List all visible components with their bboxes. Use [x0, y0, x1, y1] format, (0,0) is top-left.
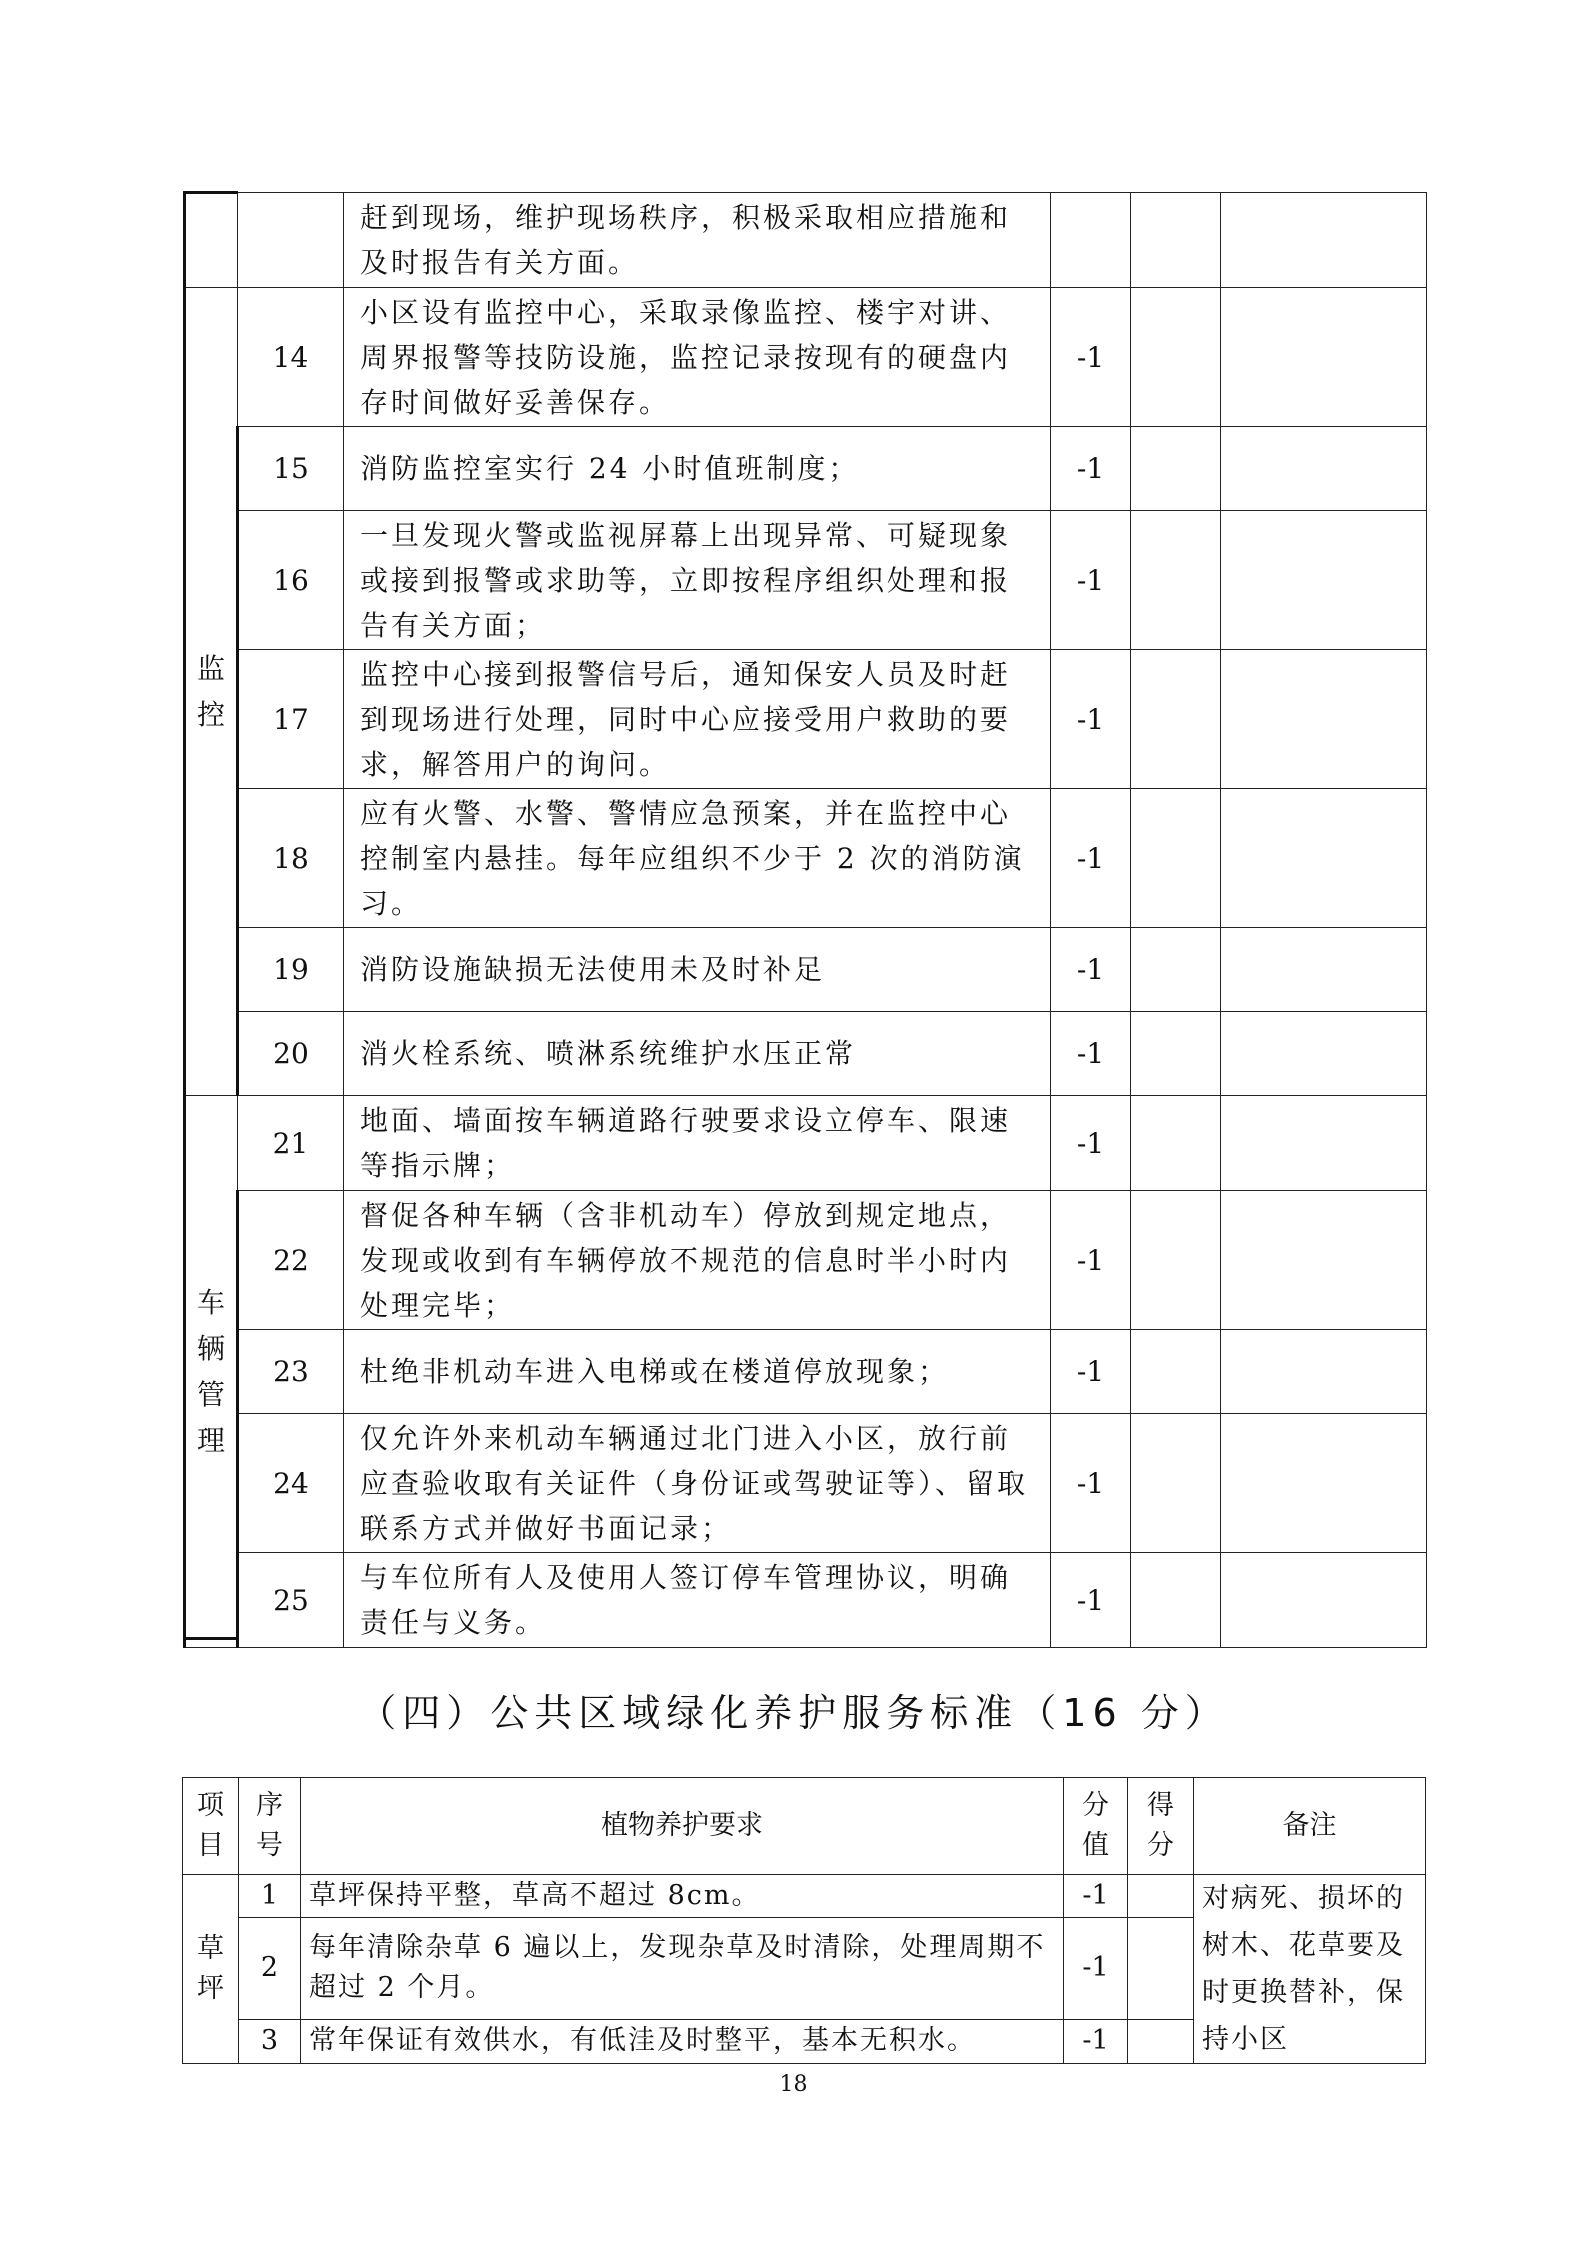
row-requirement: 一旦发现火警或监视屏幕上出现异常、可疑现象或接到报警或求助等，立即按程序组织处理和报告有关方面；	[344, 511, 1051, 650]
row-note	[1221, 1012, 1427, 1096]
row-score: -1	[1051, 511, 1131, 650]
row-note	[1221, 427, 1427, 511]
row-requirement: 每年清除杂草 6 遍以上，发现杂草及时清除，处理周期不超过 2 个月。	[301, 1918, 1064, 2019]
row-number: 14	[238, 288, 344, 427]
row-note	[1221, 193, 1427, 288]
table-row	[185, 511, 1427, 650]
row-score: -1	[1051, 1191, 1131, 1330]
table-row	[185, 789, 1427, 928]
row-number: 1	[239, 1875, 301, 1918]
header-got-score: 得 分	[1128, 1778, 1194, 1875]
row-requirement: 地面、墙面按车辆道路行驶要求设立停车、限速等指示牌；	[344, 1096, 1051, 1191]
row-got-score	[1131, 1012, 1221, 1096]
table-row	[185, 1096, 1427, 1191]
row-requirement: 小区设有监控中心，采取录像监控、楼宇对讲、周界报警等技防设施，监控记录按现有的硬盘内存时间做好妥善保存。	[344, 288, 1051, 427]
row-number: 16	[238, 511, 344, 650]
group-label-lawn: 草 坪	[183, 1875, 239, 2064]
row-requirement: 仅允许外来机动车辆通过北门进入小区，放行前应查验收取有关证件（身份证或驾驶证等）、留取联系方式并做好书面记录；	[344, 1414, 1051, 1553]
row-got-score	[1131, 789, 1221, 928]
row-note	[1221, 1191, 1427, 1330]
row-requirement: 消防监控室实行 24 小时值班制度；	[344, 427, 1051, 511]
row-got-score	[1131, 928, 1221, 1012]
row-requirement: 督促各种车辆（含非机动车）停放到规定地点，发现或收到有车辆停放不规范的信息时半小时内处理完毕；	[344, 1191, 1051, 1330]
row-score: -1	[1051, 1330, 1131, 1414]
row-number: 22	[238, 1191, 344, 1330]
row-note	[1221, 650, 1427, 789]
row-got-score	[1131, 288, 1221, 427]
group-label-vehicle: 车 辆 管 理	[185, 1096, 238, 1648]
row-note	[1221, 1096, 1427, 1191]
group-cell	[185, 193, 238, 288]
row-score: -1	[1051, 288, 1131, 427]
greening-standards-table	[182, 1777, 1426, 2064]
row-number: 24	[238, 1414, 344, 1553]
row-number: 21	[238, 1096, 344, 1191]
table-row	[185, 1012, 1427, 1096]
row-got-score	[1131, 427, 1221, 511]
table-row	[185, 650, 1427, 789]
row-requirement: 与车位所有人及使用人签订停车管理协议，明确责任与义务。	[344, 1553, 1051, 1648]
row-note	[1221, 928, 1427, 1012]
row-note	[1221, 1330, 1427, 1414]
row-score: -1	[1051, 1012, 1131, 1096]
row-got-score	[1131, 1414, 1221, 1553]
table-row	[185, 1330, 1427, 1414]
row-requirement: 杜绝非机动车进入电梯或在楼道停放现象；	[344, 1330, 1051, 1414]
row-number: 18	[238, 789, 344, 928]
group-label-monitor: 监 控	[185, 288, 238, 1096]
row-number: 17	[238, 650, 344, 789]
row-score: -1	[1051, 1096, 1131, 1191]
row-score: -1	[1051, 650, 1131, 789]
row-number	[238, 193, 344, 288]
header-score: 分 值	[1064, 1778, 1128, 1875]
row-got-score	[1131, 1191, 1221, 1330]
table-row	[185, 427, 1427, 511]
row-requirement: 草坪保持平整，草高不超过 8cm。	[301, 1875, 1064, 1918]
table-row	[185, 1553, 1427, 1648]
header-seq: 序 号	[239, 1778, 301, 1875]
row-requirement: 监控中心接到报警信号后，通知保安人员及时赶到现场进行处理，同时中心应接受用户救助的要求，解答用户的询问。	[344, 650, 1051, 789]
table-header-row	[183, 1778, 1426, 1875]
row-got-score	[1131, 193, 1221, 288]
row-score: -1	[1051, 928, 1131, 1012]
row-note	[1221, 1553, 1427, 1648]
row-got-score	[1128, 1875, 1194, 1918]
row-requirement: 消火栓系统、喷淋系统维护水压正常	[344, 1012, 1051, 1096]
table-row	[183, 1875, 1426, 1918]
header-note: 备注	[1194, 1778, 1426, 1875]
row-note	[1221, 1414, 1427, 1553]
row-note	[1221, 511, 1427, 650]
header-item: 项 目	[183, 1778, 239, 1875]
page-number: 18	[779, 2072, 808, 2097]
row-number: 20	[238, 1012, 344, 1096]
row-note	[1221, 789, 1427, 928]
row-got-score	[1131, 511, 1221, 650]
row-number: 2	[239, 1918, 301, 2019]
security-standards-table	[183, 192, 1427, 1648]
table-row	[185, 1414, 1427, 1553]
row-got-score	[1128, 1918, 1194, 2019]
row-score: -1	[1064, 1918, 1128, 2019]
row-score: -1	[1064, 2019, 1128, 2063]
row-requirement: 赶到现场，维护现场秩序，积极采取相应措施和及时报告有关方面。	[344, 193, 1051, 288]
row-note	[1221, 288, 1427, 427]
row-got-score	[1131, 1330, 1221, 1414]
table-row	[185, 1191, 1427, 1330]
table-row	[185, 193, 1427, 288]
row-number: 15	[238, 427, 344, 511]
row-got-score	[1131, 1553, 1221, 1648]
row-score: -1	[1051, 1553, 1131, 1648]
row-number: 19	[238, 928, 344, 1012]
row-score	[1051, 193, 1131, 288]
table-bottom-rule	[183, 1637, 238, 1640]
row-number: 3	[239, 2019, 301, 2063]
row-score: -1	[1051, 1414, 1131, 1553]
table-row	[185, 928, 1427, 1012]
row-requirement: 消防设施缺损无法使用未及时补足	[344, 928, 1051, 1012]
row-got-score	[1131, 650, 1221, 789]
row-got-score	[1128, 2019, 1194, 2063]
row-number: 25	[238, 1553, 344, 1648]
row-requirement: 应有火警、水警、警情应急预案，并在监控中心控制室内悬挂。每年应组织不少于 2 次的消防演习。	[344, 789, 1051, 928]
table-top-rule	[183, 191, 238, 194]
row-score: -1	[1051, 789, 1131, 928]
row-number: 23	[238, 1330, 344, 1414]
row-requirement: 常年保证有效供水，有低洼及时整平，基本无积水。	[301, 2019, 1064, 2063]
row-score: -1	[1064, 1875, 1128, 1918]
row-got-score	[1131, 1096, 1221, 1191]
header-requirement: 植物养护要求	[301, 1778, 1064, 1875]
row-note: 对病死、损坏的树木、花草要及时更换替补，保持小区	[1194, 1875, 1426, 2064]
row-score: -1	[1051, 427, 1131, 511]
table-row	[185, 288, 1427, 427]
section-heading: （四）公共区域绿化养护服务标准（16 分）	[358, 1691, 1229, 1735]
